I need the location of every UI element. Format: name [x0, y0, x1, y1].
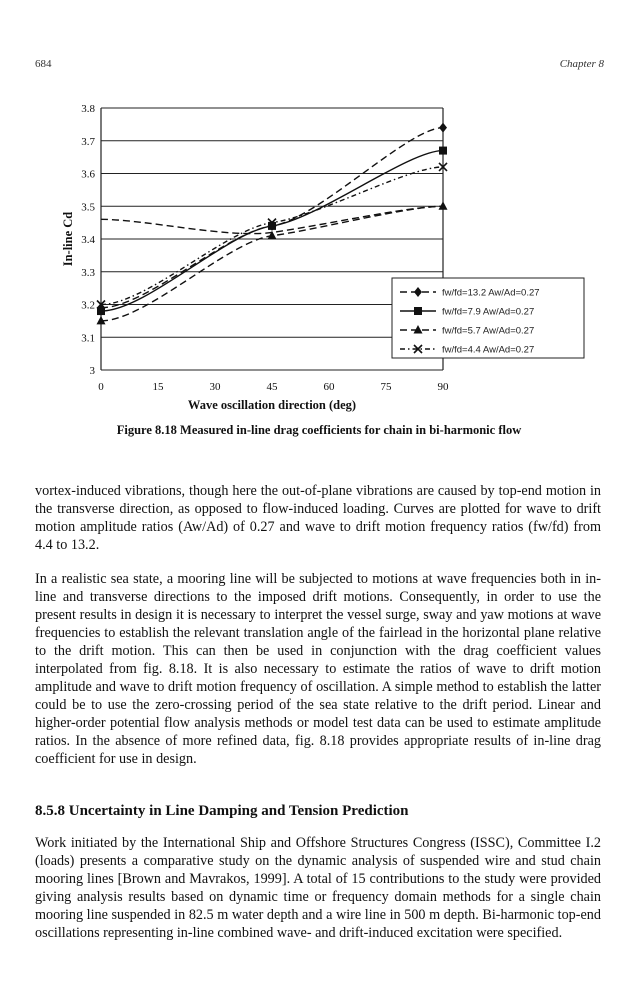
drag-coefficient-chart: [0, 88, 638, 423]
x-tick-label: 75: [380, 381, 392, 393]
x-tick-label: 60: [323, 381, 335, 393]
legend-entry: fw/fd=7.9 Aw/Ad=0.27: [442, 306, 535, 318]
chart-legend: [392, 278, 584, 358]
running-header-chapter: Chapter 8: [559, 58, 604, 70]
x-tick-label: 45: [266, 381, 278, 393]
x-axis-label: Wave oscillation direction (deg): [187, 398, 357, 412]
y-tick-label: 3.1: [81, 332, 95, 345]
data-point-2: [439, 201, 448, 210]
y-tick-label: 3.8: [81, 103, 95, 115]
x-tick-label: 0: [98, 381, 104, 393]
data-point-1: [439, 147, 447, 155]
section-heading: 8.5.8 Uncertainty in Line Damping and Tension Prediction: [35, 803, 409, 819]
data-point-2: [268, 231, 277, 240]
y-tick-label: 3: [89, 365, 95, 377]
paragraph-1: vortex-induced vibrations, though here the out-of-plane vibrations are caused by top-end motion in the transverse direction, as opposed to flow-induced loading. Curves are plotted for wave to drift motion amplitude ratios (Aw/Ad) of 0.27 and wave to drift motion frequency ratios (fw/fd) from 4.4 to 13.2.: [35, 483, 601, 553]
paragraph-2: In a realistic sea state, a mooring line will be subjected to motions at wave frequencies both in in-line and transverse directions to the imposed drift motions. Consequently, in order to use the present results in design it is necessary to interpret the vessel surge, sway and yaw motions at wave frequencies to establish the relevant translation angle of the fairlead in the horizontal plane relative to the drift motion. This can then be used in conjunction with the drag coefficient values interpolated from fig. 8.18. It is also necessary to estimate the ratios of wave to drift motion amplitude and wave to drift motion frequency of oscillation. A simple method to establish the latter could be to use the zero-crossing period of the sea state relative to the drift period. Linear and higher-order potential flow analysis methods or model test data can be used to estimate amplitude ratios. In the absence of more refined data, fig. 8.18 provides appropriate results of in-line drag coefficient for use in design.: [35, 571, 601, 767]
y-axis-label: In-line Cd: [61, 211, 75, 267]
y-tick-labels: [81, 103, 95, 377]
x-tick-label: 90: [437, 381, 449, 393]
legend-entry: fw/fd=5.7 Aw/Ad=0.27: [442, 325, 535, 337]
legend-marker: [414, 307, 422, 315]
figure-caption: Figure 8.18 Measured in-line drag coefficients for chain in bi-harmonic flow: [116, 423, 522, 437]
y-tick-label: 3.5: [81, 201, 95, 214]
y-tick-label: 3.7: [81, 135, 95, 148]
page-number: 684: [35, 58, 52, 70]
x-tick-label: 30: [209, 381, 221, 393]
y-tick-label: 3.6: [81, 168, 95, 181]
legend-entry: fw/fd=4.4 Aw/Ad=0.27: [442, 344, 535, 356]
y-tick-label: 3.3: [81, 266, 95, 279]
legend-entry: fw/fd=13.2 Aw/Ad=0.27: [442, 287, 540, 299]
x-tick-labels: [98, 381, 449, 393]
data-point-0: [439, 123, 447, 133]
x-tick-label: 15: [152, 381, 164, 393]
y-tick-label: 3.2: [81, 299, 95, 312]
y-tick-label: 3.4: [81, 234, 95, 246]
paragraph-3: Work initiated by the International Ship and Offshore Structures Congress (ISSC), Committee I.2 (loads) presents a comparative study on the dynamic analysis of suspended wire and stud chain mooring lines [Brown and Mavrakos, 1999]. A total of 15 contributions to the study were provided giving analysis results based on dynamic time or frequency domain methods for a single chain mooring line suspended in 82.5 m water depth and a wire line in 500 m depth. Bi-harmonic top-end oscillations representing in-line combined wave- and drift-induced excitation were specified.: [35, 835, 601, 941]
